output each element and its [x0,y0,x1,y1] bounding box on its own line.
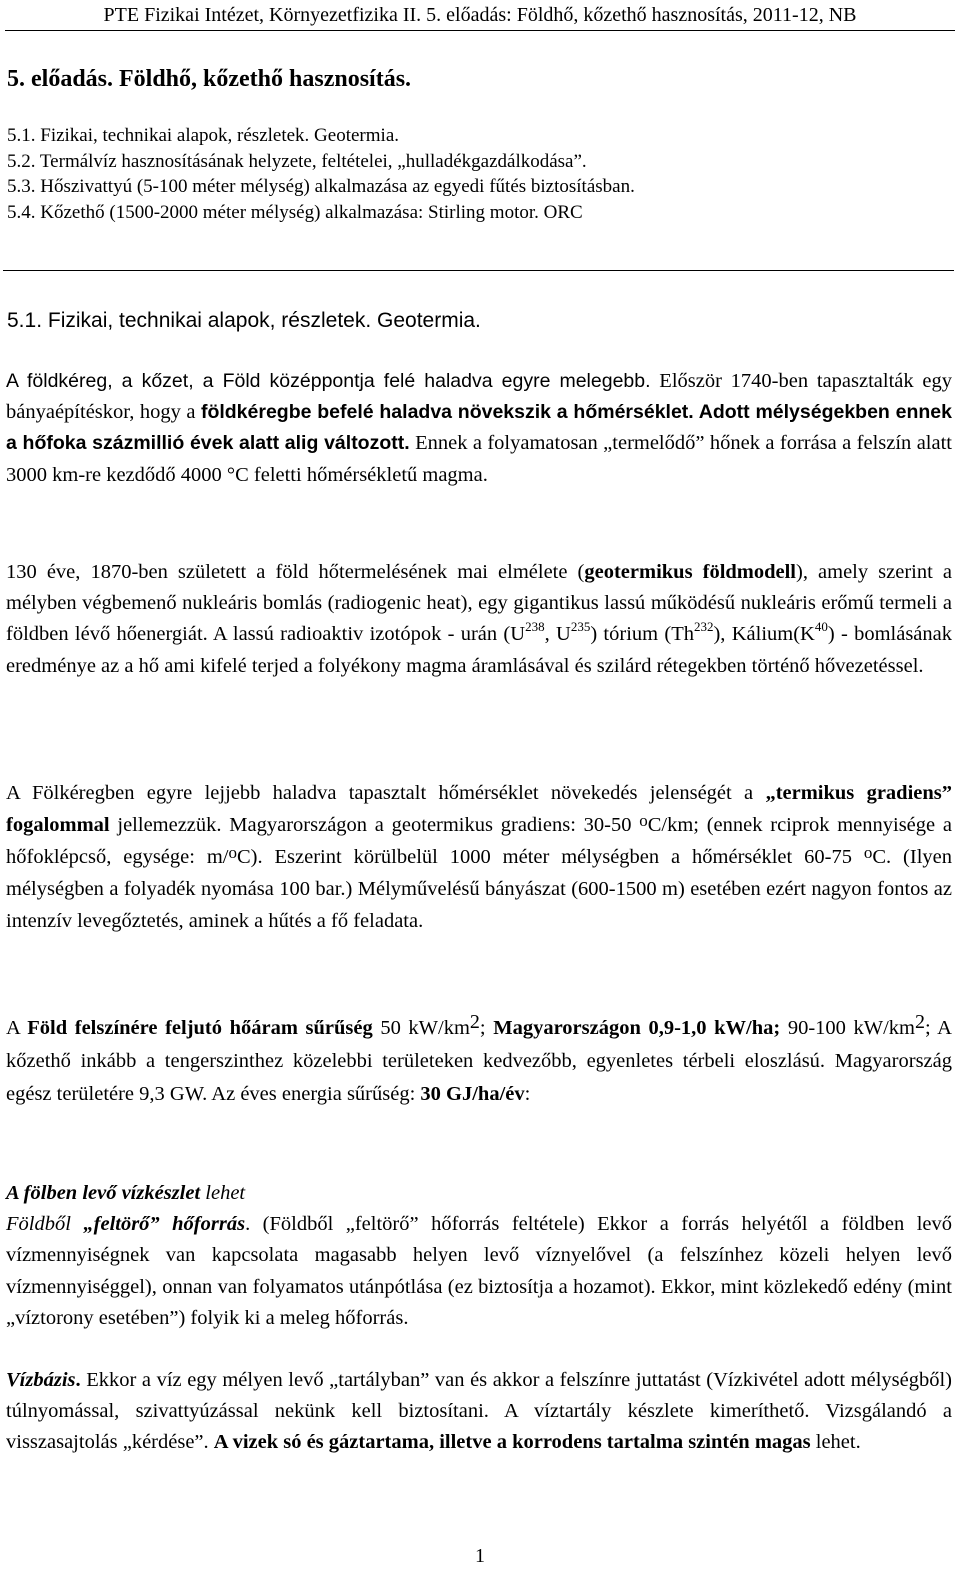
text-run: A [6,1017,28,1039]
text-run: A Fölkéregben egyre lejjebb haladva tapasztalt hőmérséklet növekedés jelenségét a [6,782,766,804]
text-run: C/km; (ennek rciprok mennyisége a hőfoklépcső, egysége: m/ [6,814,952,868]
toc-item: 5.3. Hőszivattyú (5-100 méter mélység) alkalmazása az egyedi fűtés biztosításban. [7,176,635,197]
text-run: Először 1740-ben tapasztalták egy bányaépítéskor, hogy a [6,370,952,424]
bold-run: geotermikus földmodell [584,561,797,583]
bold-italic-run: „feltörő” hőforrás [83,1213,246,1236]
section-heading: 5.1. Fizikai, technikai alapok, részletek. Geotermia. [7,309,481,332]
bold-run: A vizek só és gáztartama, illetve a korrodens tartalma szintén magas [213,1431,811,1454]
toc-item: 5.1. Fizikai, technikai alapok, részletek. Geotermia. [7,125,399,146]
bold-run: 30 GJ/ha/év [420,1083,525,1105]
text-run: ), amely szerint a mélyben végbemenő nukleáris bomlás (radiogenic heat), egy gigantikus lassú működésű nukleáris erőmű termeli a földben lévő hőenergiát. A lassú radioaktiv izotópok - urán (U [6,561,952,646]
degree-mark: o [639,811,648,830]
paragraph-geothermal-model [6,557,952,682]
table-of-contents [7,123,635,225]
text-run: Ekkor a víz egy mélyen levő „tartályban” van és akkor a felszínre juttatást (Vízkivétel adott mélységből) túlnyomással, szivattyúzással nekünk kell biztosítani. A víztartály készlete kimeríthető. Vizsgálandó a visszasajtolás „kérdése”. [6,1369,952,1454]
text-run: ), Kálium(K [713,623,815,646]
text-run: lehet. [810,1431,861,1454]
text-run: 130 éve, 1870-ben született a föld hőtermelésének mai elmélete ( [6,561,585,583]
text-run: Ennek a folyamatosan „termelődő” hőnek a forrása a felszín alatt 3000 km-re kezdődő 4000 °C feletti hőmérsékletű magma. [6,432,952,486]
paragraph-thermal-gradient [6,777,952,937]
text-run: : [524,1083,531,1105]
paragraph-intro [6,366,952,491]
paragraph-water-reserve [6,1178,952,1334]
paragraph-heat-flow [6,1012,952,1111]
toc-item: 5.4. Kőzethő (1500-2000 méter mélység) alkalmazása: Stirling motor. ORC [7,201,583,223]
toc-item: 5.2. Termálvíz hasznosításának helyzete, feltételei, „hulladékgazdálkodása”. [7,150,587,172]
text-run: ) - bomlásának eredménye az a hő ami kifelé terjed a folyékony magma áramlásával és szilárd rétegekben történő hővezetéssel. [6,623,953,677]
page-header: PTE Fizikai Intézet, Környezetfizika II. 5. előadás: Földhő, kőzethő hasznosítás, 2011-12, NB [103,4,857,26]
text-run: . (Földből „feltörő” hőforrás feltétele) Ekkor a forrás helyétől a földben levő vízmennyiségnek van kapcsolata magasabb helyen levő víznyelővel (a felszínhez közeli helyen levő vízmennyiséggel), onnan van folyamatos utánpótlása (ez biztosítja a hozamot). Ekkor, mint közlekedő edény (mint „víztorony esetében”) folyik ki a meleg hőforrás. [6,1213,952,1329]
superscript: 238 [525,619,545,635]
italic-run: Földből [6,1213,84,1236]
bold-run: . [75,1369,81,1391]
superscript: 235 [570,619,591,635]
bold-italic-run: Vízbázis [6,1369,76,1391]
page-number: 1 [475,1545,485,1567]
document-title: 5. előadás. Földhő, kőzethő hasznosítás. [7,66,412,92]
degree-mark: o [863,843,873,862]
bold-run: „termikus gradiens” fogalommal [6,782,953,836]
bold-run: Föld felszínére feljutó hőáram sűrűség [27,1017,373,1039]
bold-run: Magyarországon 0,9-1,0 kW/ha; [493,1017,781,1039]
bold-italic-run: A fölben levő vízkészlet [6,1182,201,1204]
text-run: C). Eszerint körülbelül 1000 méter mélységben a hőmérséklet 60-75 [237,846,864,868]
superscript: 2 [469,1011,480,1033]
text-run: A földkéreg, a kőzet, a Föld középpontja felé haladva egyre melegebb. [6,370,651,392]
text-run: , U [544,623,571,646]
text-run: 90-100 kW/km [780,1017,915,1039]
header-rule [5,30,955,31]
text-run: 50 kW/km [372,1017,470,1039]
superscript: 232 [693,619,714,635]
text-run: C. (Ilyen mélységben a folyadék nyomása 100 bar.) Mélyművelésű bányászat (600-1500 m) esetében ezért nagyon fontos az intenzív levegőztetés, aminek a hűtés a fő feladata. [6,846,953,932]
italic-run: lehet [200,1182,246,1204]
degree-mark: o [228,843,237,862]
text-run: ; A kőzethő inkább a tengerszinthez közelebbi területeken kedvezőbb, egyenletes térbeli eloszlású. Magyarország egész területére 9,3 GW. Az éves energia sűrűség: [6,1017,952,1105]
superscript: 40 [814,619,828,635]
text-run: ) tórium (Th [590,623,694,646]
text-run: jellemezzük. Magyarországon a geotermikus gradiens: 30-50 [109,814,640,836]
text-run: ; [479,1017,494,1039]
section-separator [3,270,954,271]
paragraph-water-base [6,1365,952,1459]
superscript: 2 [915,1011,925,1033]
bold-run: földkéregbe befelé haladva növekszik a hőmérséklet. Adott mélységekben ennek a hőfoka százmillió évek alatt alig változott. [6,401,952,455]
